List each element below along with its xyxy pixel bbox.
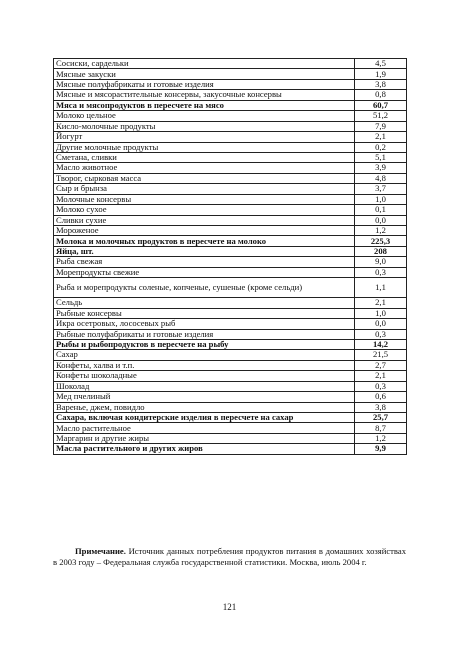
row-name-cell: Молоко сухое: [54, 205, 355, 215]
row-name-cell: Рыбы и рыбопродуктов в пересчете на рыбу: [54, 339, 355, 349]
table-row: [54, 444, 407, 454]
row-value-cell: 0,3: [355, 329, 407, 339]
row-name-cell: Маргарин и другие жиры: [54, 433, 355, 443]
row-value-cell: 1,2: [355, 226, 407, 236]
row-value-cell: 14,2: [355, 339, 407, 349]
row-name-cell: Йогурт: [54, 132, 355, 142]
row-name-cell: Мяса и мясопродуктов в пересчете на мясо: [54, 100, 355, 110]
row-name-cell: Рыба свежая: [54, 257, 355, 267]
consumption-table: [53, 58, 407, 455]
row-value-cell: 60,7: [355, 100, 407, 110]
row-value-cell: 5,1: [355, 152, 407, 162]
row-value-cell: 2,1: [355, 371, 407, 381]
table-body: [54, 59, 407, 455]
table-row: [54, 298, 407, 308]
table-row: [54, 236, 407, 246]
table-row: [54, 308, 407, 318]
row-value-cell: 1,0: [355, 194, 407, 204]
table-row: [54, 194, 407, 204]
table-row: [54, 59, 407, 69]
table-row: [54, 371, 407, 381]
row-name-cell: Молока и молочных продуктов в пересчете на молоко: [54, 236, 355, 246]
row-name-cell: Масла растительного и других жиров: [54, 444, 355, 454]
table-row: [54, 433, 407, 443]
row-name-cell: Рыбные полуфабрикаты и готовые изделия: [54, 329, 355, 339]
row-value-cell: 208: [355, 246, 407, 256]
row-value-cell: 225,3: [355, 236, 407, 246]
row-name-cell: Яйца, шт.: [54, 246, 355, 256]
row-value-cell: 1,0: [355, 308, 407, 318]
row-value-cell: 3,9: [355, 163, 407, 173]
row-value-cell: 1,9: [355, 69, 407, 79]
row-name-cell: Мясные закуски: [54, 69, 355, 79]
table-row: [54, 360, 407, 370]
row-value-cell: 51,2: [355, 111, 407, 121]
row-value-cell: 1,2: [355, 433, 407, 443]
row-value-cell: 3,8: [355, 79, 407, 89]
row-value-cell: 0,0: [355, 215, 407, 225]
row-value-cell: 2,1: [355, 298, 407, 308]
row-name-cell: Мясные и мясорастительные консервы, закусочные консервы: [54, 90, 355, 100]
row-name-cell: Рыба и морепродукты соленые, копченые, сушеные (кроме сельди): [54, 278, 355, 298]
row-name-cell: Конфеты шоколадные: [54, 371, 355, 381]
note-text: Источник данных потребления продуктов питания в домашних хозяйствах в 2003 году – Федеральная служба государственной статистики. Москва, июль 2004 г.: [53, 546, 406, 567]
table-row: [54, 69, 407, 79]
table-row: [54, 381, 407, 391]
page-number: 121: [222, 602, 237, 612]
row-value-cell: 3,7: [355, 184, 407, 194]
table-row: [54, 267, 407, 277]
row-name-cell: Икра осетровых, лососевых рыб: [54, 319, 355, 329]
row-value-cell: 0,6: [355, 392, 407, 402]
table-row: [54, 350, 407, 360]
row-name-cell: Сливки сухие: [54, 215, 355, 225]
table-row: [54, 215, 407, 225]
row-value-cell: 0,0: [355, 319, 407, 329]
row-name-cell: Сахара, включая кондитерские изделия в пересчете на сахар: [54, 413, 355, 423]
table-row: [54, 173, 407, 183]
row-name-cell: Мед пчелиный: [54, 392, 355, 402]
row-name-cell: Сосиски, сардельки: [54, 59, 355, 69]
row-value-cell: 7,9: [355, 121, 407, 131]
table-row: [54, 152, 407, 162]
row-value-cell: 2,7: [355, 360, 407, 370]
row-name-cell: Сметана, сливки: [54, 152, 355, 162]
table-row: [54, 132, 407, 142]
table-row: [54, 246, 407, 256]
table-row: [54, 329, 407, 339]
row-value-cell: 21,5: [355, 350, 407, 360]
row-value-cell: 0,1: [355, 205, 407, 215]
table-row: [54, 392, 407, 402]
row-value-cell: 4,8: [355, 173, 407, 183]
table-row: [54, 423, 407, 433]
row-value-cell: 0,8: [355, 90, 407, 100]
row-value-cell: 2,1: [355, 132, 407, 142]
row-value-cell: 9,0: [355, 257, 407, 267]
table-row: [54, 121, 407, 131]
row-value-cell: 3,8: [355, 402, 407, 412]
row-value-cell: 9,9: [355, 444, 407, 454]
note-paragraph: [53, 546, 406, 567]
table-row: [54, 278, 407, 298]
row-name-cell: Молоко цельное: [54, 111, 355, 121]
row-name-cell: Масло растительное: [54, 423, 355, 433]
row-value-cell: 8,7: [355, 423, 407, 433]
note-label: Примечание.: [75, 546, 126, 556]
table-row: [54, 402, 407, 412]
row-name-cell: Конфеты, халва и т.п.: [54, 360, 355, 370]
row-value-cell: 0,3: [355, 267, 407, 277]
row-name-cell: Другие молочные продукты: [54, 142, 355, 152]
table-row: [54, 339, 407, 349]
row-name-cell: Шоколад: [54, 381, 355, 391]
row-value-cell: 0,2: [355, 142, 407, 152]
row-name-cell: Молочные консервы: [54, 194, 355, 204]
row-value-cell: 0,3: [355, 381, 407, 391]
table-row: [54, 142, 407, 152]
row-value-cell: 1,1: [355, 278, 407, 298]
table-row: [54, 184, 407, 194]
row-name-cell: Мясные полуфабрикаты и готовые изделия: [54, 79, 355, 89]
table-row: [54, 319, 407, 329]
table-row: [54, 226, 407, 236]
row-name-cell: Мороженое: [54, 226, 355, 236]
row-name-cell: Сыр и брынза: [54, 184, 355, 194]
table-row: [54, 90, 407, 100]
table-row: [54, 79, 407, 89]
row-name-cell: Масло животное: [54, 163, 355, 173]
row-name-cell: Творог, сырковая масса: [54, 173, 355, 183]
row-name-cell: Кисло-молочные продукты: [54, 121, 355, 131]
table-row: [54, 100, 407, 110]
row-value-cell: 4,5: [355, 59, 407, 69]
row-name-cell: Сахар: [54, 350, 355, 360]
table-row: [54, 257, 407, 267]
row-name-cell: Морепродукты свежие: [54, 267, 355, 277]
table-row: [54, 163, 407, 173]
row-name-cell: Рыбные консервы: [54, 308, 355, 318]
row-name-cell: Сельдь: [54, 298, 355, 308]
row-name-cell: Варенье, джем, повидло: [54, 402, 355, 412]
table-row: [54, 205, 407, 215]
table-row: [54, 111, 407, 121]
table-row: [54, 413, 407, 423]
row-value-cell: 25,7: [355, 413, 407, 423]
